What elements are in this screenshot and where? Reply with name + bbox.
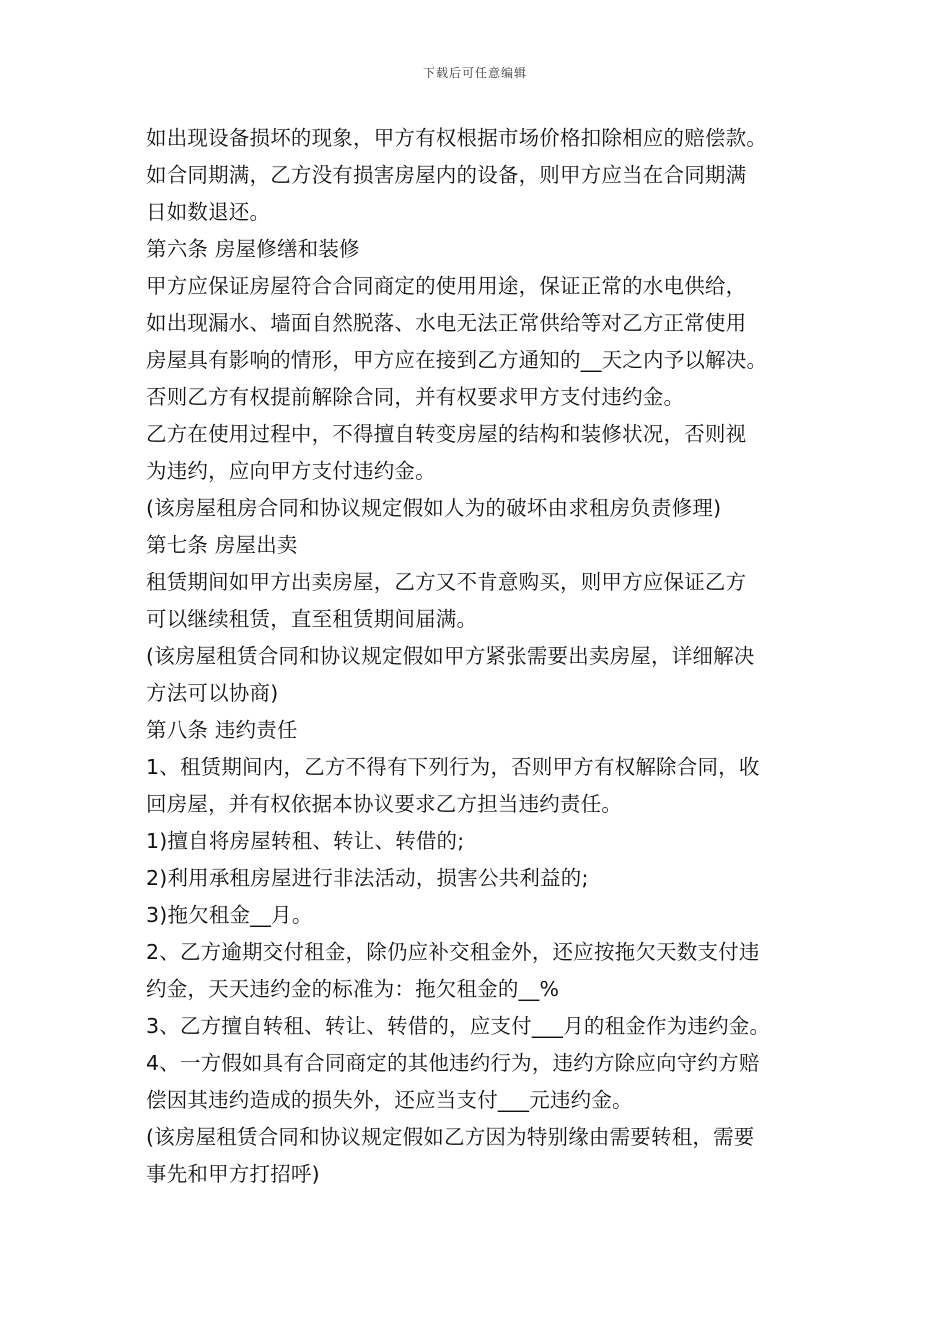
text-line: 乙方在使用过程中，不得擅自转变房屋的结构和装修状况，否则视 — [146, 422, 747, 446]
note-line: 事先和甲方打招呼) — [146, 1162, 320, 1186]
text-line: 如出现漏水、墙面自然脱落、水电无法正常供给等对乙方正常使用 — [146, 311, 747, 335]
text-line: 甲方应保证房屋符合合同商定的使用用途，保证正常的水电供给， — [146, 274, 747, 298]
sub-list-item: 2)利用承租房屋进行非法活动，损害公共利益的; — [146, 866, 589, 890]
list-item: 3、乙方擅自转租、转让、转借的，应支付___月的租金作为违约金。 — [146, 1014, 771, 1038]
note-line: (该房屋租赁合同和协议规定假如甲方紧张需要出卖房屋，详细解决 — [146, 644, 755, 668]
text-line: 约金，天天违约金的标准为：拖欠租金的__% — [146, 977, 560, 1001]
note-line: (该房屋租赁合同和协议规定假如乙方因为特别缘由需要转租，需要 — [146, 1125, 755, 1149]
text-line: 可以继续租赁，直至租赁期间届满。 — [146, 607, 478, 631]
sub-list-item: 1)擅自将房屋转租、转让、转借的; — [146, 829, 465, 853]
text-line: 如出现设备损坏的现象，甲方有权根据市场价格扣除相应的赔偿款。 — [146, 126, 767, 150]
text-line: 偿因其违约造成的损失外，还应当支付___元违约金。 — [146, 1088, 633, 1112]
section-heading-8: 第八条 违约责任 — [146, 718, 298, 742]
text-line: 如合同期满，乙方没有损害房屋内的设备，则甲方应当在合同期满 — [146, 163, 747, 187]
text-line: 租赁期间如甲方出卖房屋，乙方又不肯意购买，则甲方应保证乙方 — [146, 570, 747, 594]
text-line: 为违约，应向甲方支付违约金。 — [146, 459, 436, 483]
text-line: 否则乙方有权提前解除合同，并有权要求甲方支付违约金。 — [146, 385, 685, 409]
note-line: 方法可以协商) — [146, 681, 279, 705]
list-item: 1、租赁期间内，乙方不得有下列行为，否则甲方有权解除合同，收 — [146, 755, 760, 779]
section-heading-6: 第六条 房屋修缮和装修 — [146, 237, 360, 261]
list-item: 2、乙方逾期交付租金，除仍应补交租金外，还应按拖欠天数支付违 — [146, 940, 760, 964]
text-line: 日如数退还。 — [146, 200, 271, 224]
text-line: 回房屋，并有权依据本协议要求乙方担当违约责任。 — [146, 792, 623, 816]
sub-list-item: 3)拖欠租金__月。 — [146, 903, 313, 927]
document-body — [146, 120, 826, 1193]
text-line: 房屋具有影响的情形，甲方应在接到乙方通知的__天之内予以解决。 — [146, 348, 768, 372]
list-item: 4、一方假如具有合同商定的其他违约行为，违约方除应向守约方赔 — [146, 1051, 760, 1075]
page-header: 下载后可任意编辑 — [422, 66, 527, 80]
note-line: (该房屋租房合同和协议规定假如人为的破坏由求租房负责修理) — [146, 496, 722, 520]
section-heading-7: 第七条 房屋出卖 — [146, 533, 298, 557]
